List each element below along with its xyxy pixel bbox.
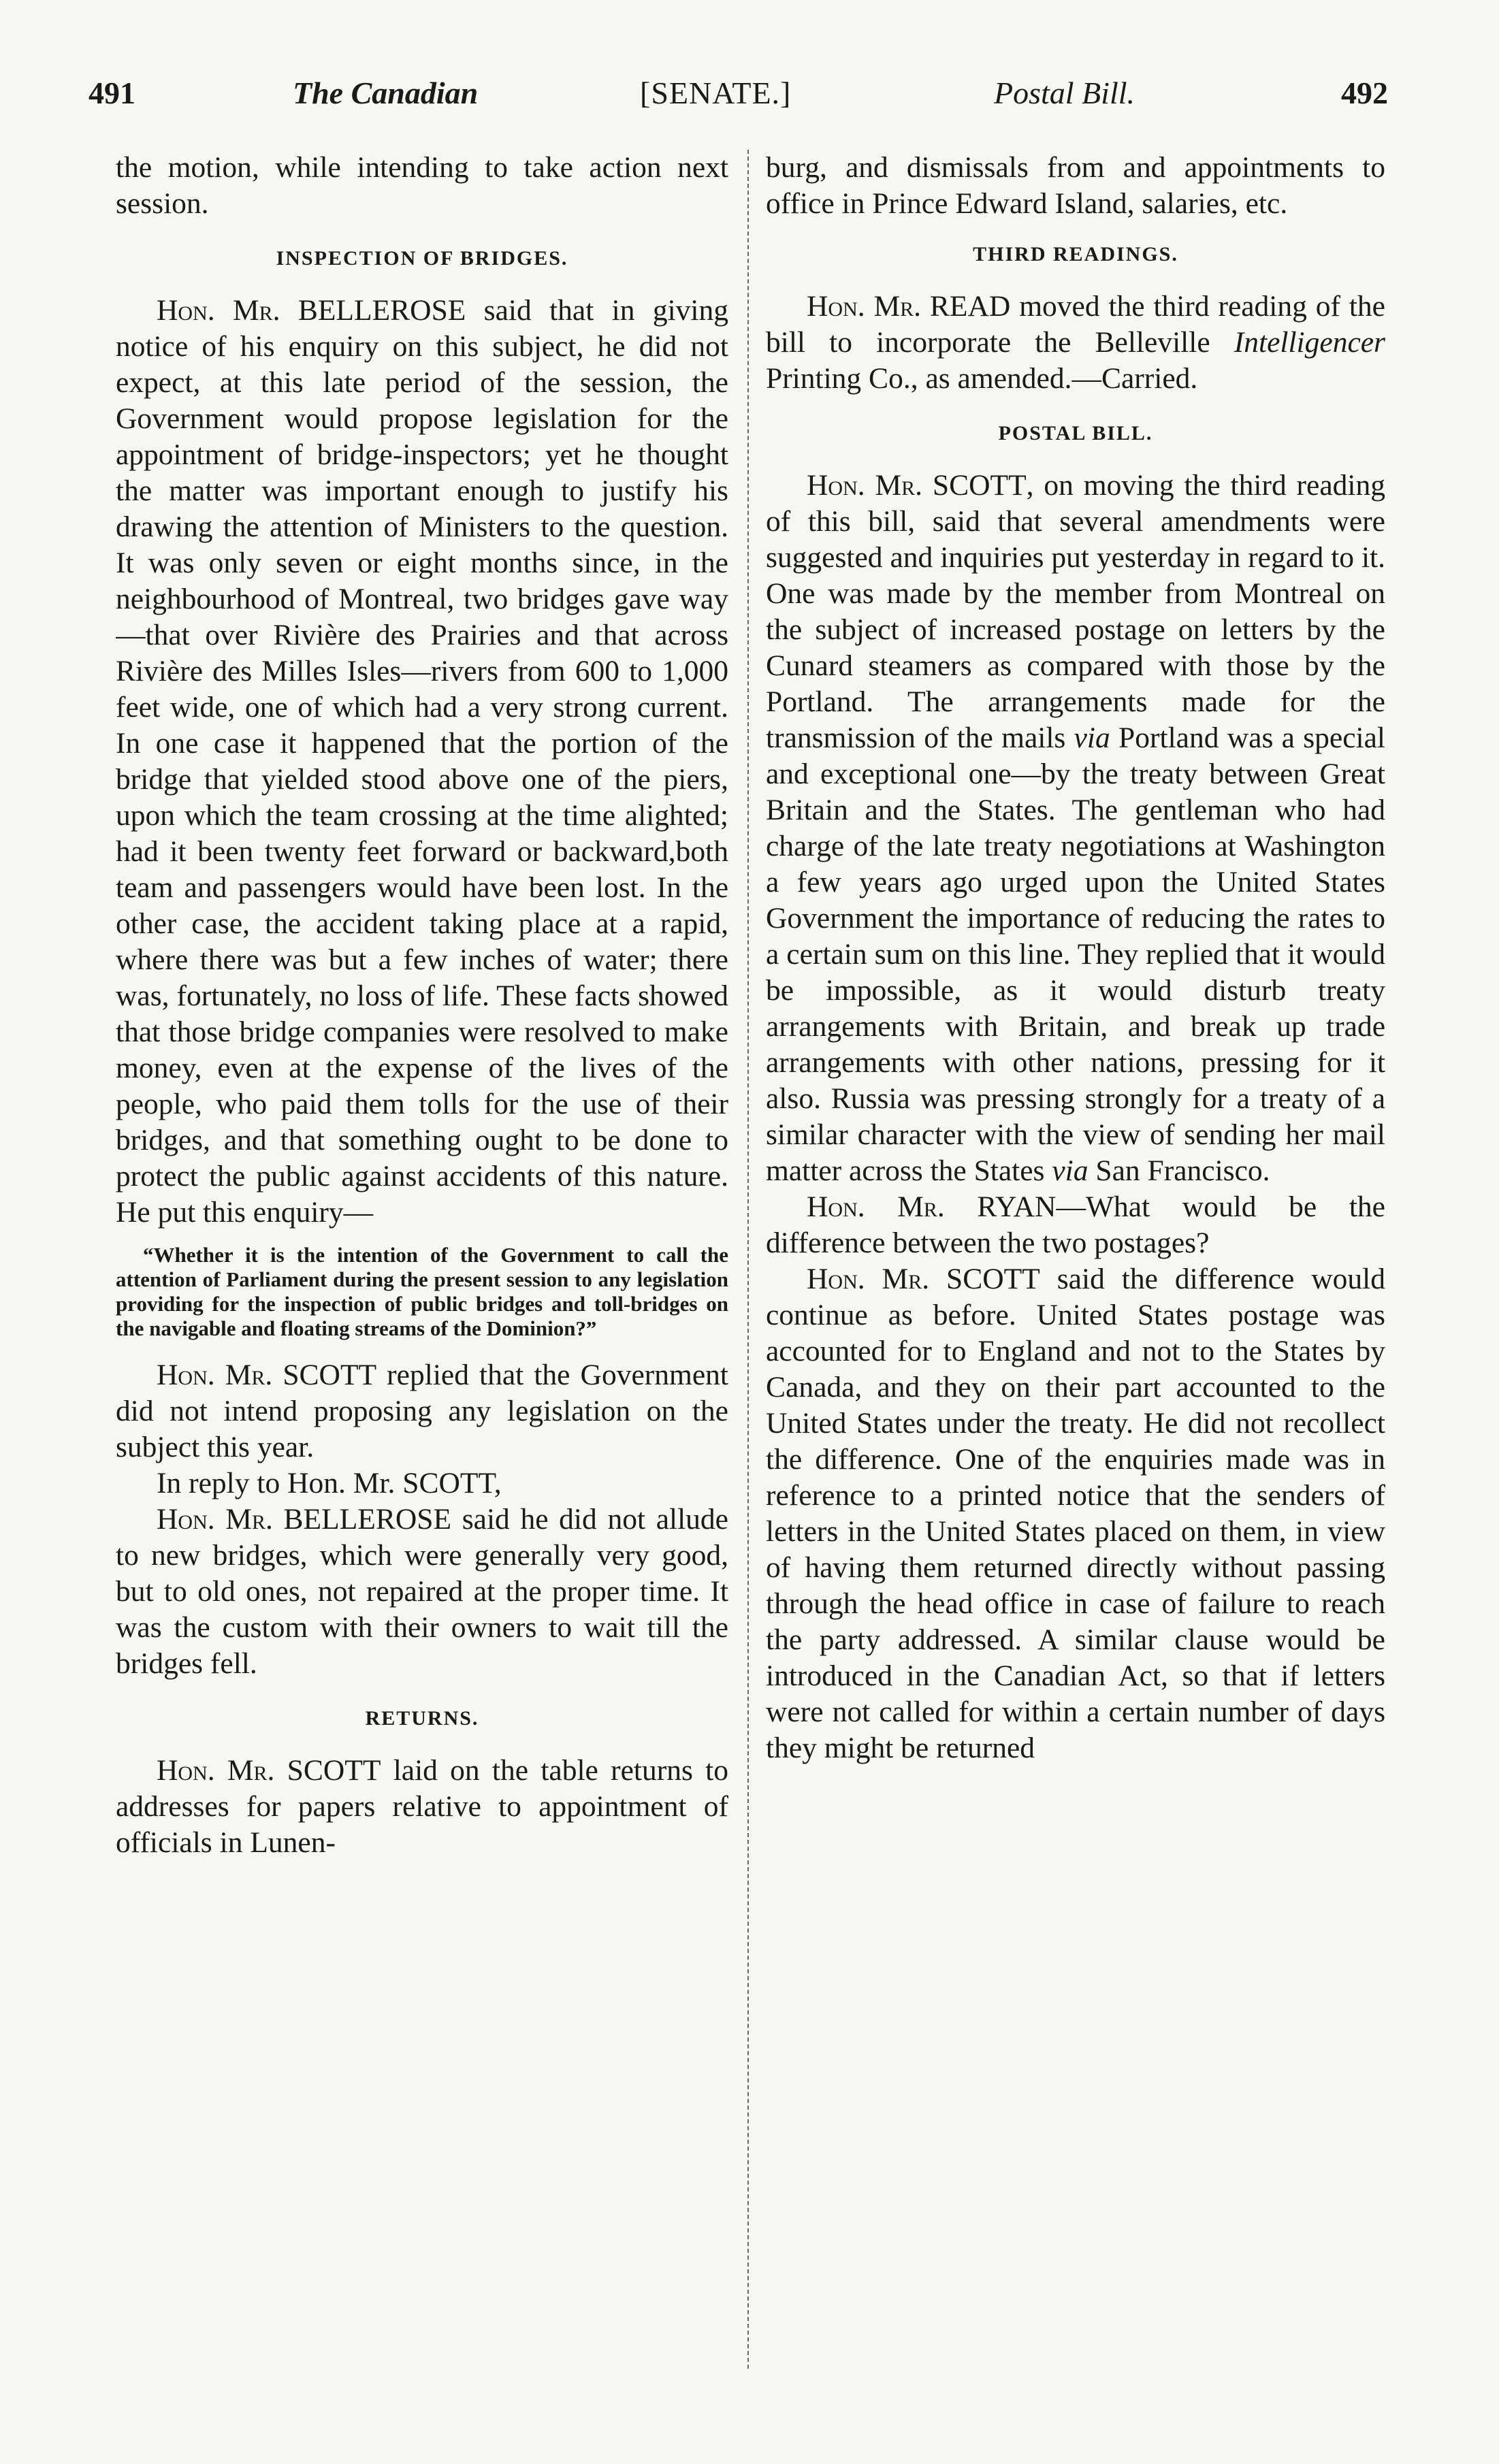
- page-number-left: 491: [88, 76, 135, 110]
- publication-title: The Canadian: [293, 76, 479, 110]
- block-quote: “Whether it is the intention of the Government to call the attention of Parliament during the present session to any legislation providing for the inspection of public bridges and toll-bridges on the navigable and floating streams of the Dominion?”: [116, 1243, 728, 1340]
- topic-label: Postal Bill.: [994, 76, 1135, 110]
- speaker-name: Hon. Mr. SCOTT: [157, 1359, 377, 1391]
- paragraph: the motion, while intending to take action next session.: [116, 151, 728, 220]
- speaker-name: Hon. Mr. BELLEROSE: [157, 294, 466, 327]
- speaker-name: Hon. Mr. BELLEROSE: [157, 1503, 452, 1536]
- column-divider: [747, 150, 749, 2369]
- left-column: [116, 150, 728, 2416]
- chamber-label: [SENATE.]: [640, 76, 792, 110]
- page-number-right: 492: [1341, 76, 1388, 110]
- section-heading-third-readings: THIRD READINGS.: [973, 243, 1178, 265]
- paragraph: Hon. Mr. SCOTT, on moving the third reading of this bill, said that several amendments were suggested and inquiries put yesterday in regard to it. One was made by the member from Montreal on the subject of increased postage on letters by the Cunard steamers as compared with those by the Portland. The arrangements made for the transmission of the mails via Portland was a special and exceptional one—by the treaty between Great Britain and the States. The gentleman who had charge of the late treaty negotiations at Washington a few years ago urged upon the United States Government the importance of reducing the rates to a certain sum on this line. They replied that it would be impossible, as it would disturb treaty arrangements with Britain, and break up trade arrangements with other nations, pressing for it also. Russia was pressing strongly for a treaty of a similar character with the view of sending her mail matter across the States via San Francisco.: [766, 469, 1385, 1187]
- paragraph: Hon. Mr. SCOTT laid on the table returns to addresses for papers relative to appointment of officials in Lunen-: [116, 1754, 728, 1859]
- paragraph: burg, and dismissals from and appointments to office in Prince Edward Island, salaries, etc.: [766, 151, 1385, 220]
- paragraph: Hon. Mr. READ moved the third reading of the bill to incorporate the Belleville Intelligencer Printing Co., as amended.—Carried.: [766, 290, 1385, 395]
- section-heading-returns: RETURNS.: [365, 1707, 479, 1730]
- speaker-name: Hon. Mr. READ: [807, 290, 1011, 323]
- paragraph: Hon. Mr. SCOTT replied that the Government did not intend proposing any legislation on the subject this year.: [116, 1359, 728, 1463]
- speaker-name: Hon. Mr. SCOTT: [807, 469, 1027, 502]
- page-header: [88, 75, 1389, 129]
- right-column: [766, 150, 1385, 2416]
- speaker-name: Hon. Mr. SCOTT: [157, 1754, 381, 1787]
- paragraph: Hon. Mr. BELLEROSE said that in giving notice of his enquiry on this subject, he did not expect, at this late period of the session, the Government would propose legislation for the appointment of bridge-inspectors; yet he thought the matter was important enough to justify his drawing the attention of Ministers to the question. It was only seven or eight months since, in the neighbourhood of Montreal, two bridges gave way—that over Rivière des Prairies and that across Rivière des Milles Isles—rivers from 600 to 1,000 feet wide, one of which had a very strong current. In one case it happened that the portion of the bridge that yielded stood above one of the piers, upon which the team crossing at the time alighted; had it been twenty feet forward or backward,both team and passengers would have been lost. In the other case, the accident taking place at a rapid, where there was but a few inches of water; there was, fortunately, no loss of life. These facts showed that those bridge companies were resolved to make money, even at the expense of the lives of the people, who paid them tolls for the use of their bridges, and that something ought to be done to protect the public against accidents of this nature. He put this enquiry—: [116, 294, 728, 1229]
- paragraph: Hon. Mr. BELLEROSE said he did not allude to new bridges, which were generally very good, but to old ones, not repaired at the proper time. It was the custom with their owners to wait till the bridges fell.: [116, 1503, 728, 1680]
- paragraph: In reply to Hon. Mr. SCOTT,: [157, 1467, 502, 1500]
- paragraph: Hon. Mr. RYAN—What would be the difference between the two postages?: [766, 1190, 1385, 1259]
- section-heading-inspection-of-bridges: INSPECTION OF BRIDGES.: [276, 247, 568, 270]
- paragraph: Hon. Mr. SCOTT said the difference would continue as before. United States postage was accounted for to England and not to the States by Canada, and they on their part accounted to the United States under the treaty. He did not recollect the difference. One of the enquiries made was in reference to a printed notice that the senders of letters in the United States placed on them, in view of having them returned directly without passing through the head office in case of failure to reach the party addressed. A similar clause would be introduced in the Canadian Act, so that if letters were not called for within a certain number of days they might be returned: [766, 1263, 1385, 1764]
- section-heading-postal-bill: POSTAL BILL.: [998, 422, 1153, 444]
- speaker-name: Hon. Mr. RYAN: [807, 1190, 1057, 1223]
- speaker-name: Hon. Mr. SCOTT: [807, 1263, 1040, 1295]
